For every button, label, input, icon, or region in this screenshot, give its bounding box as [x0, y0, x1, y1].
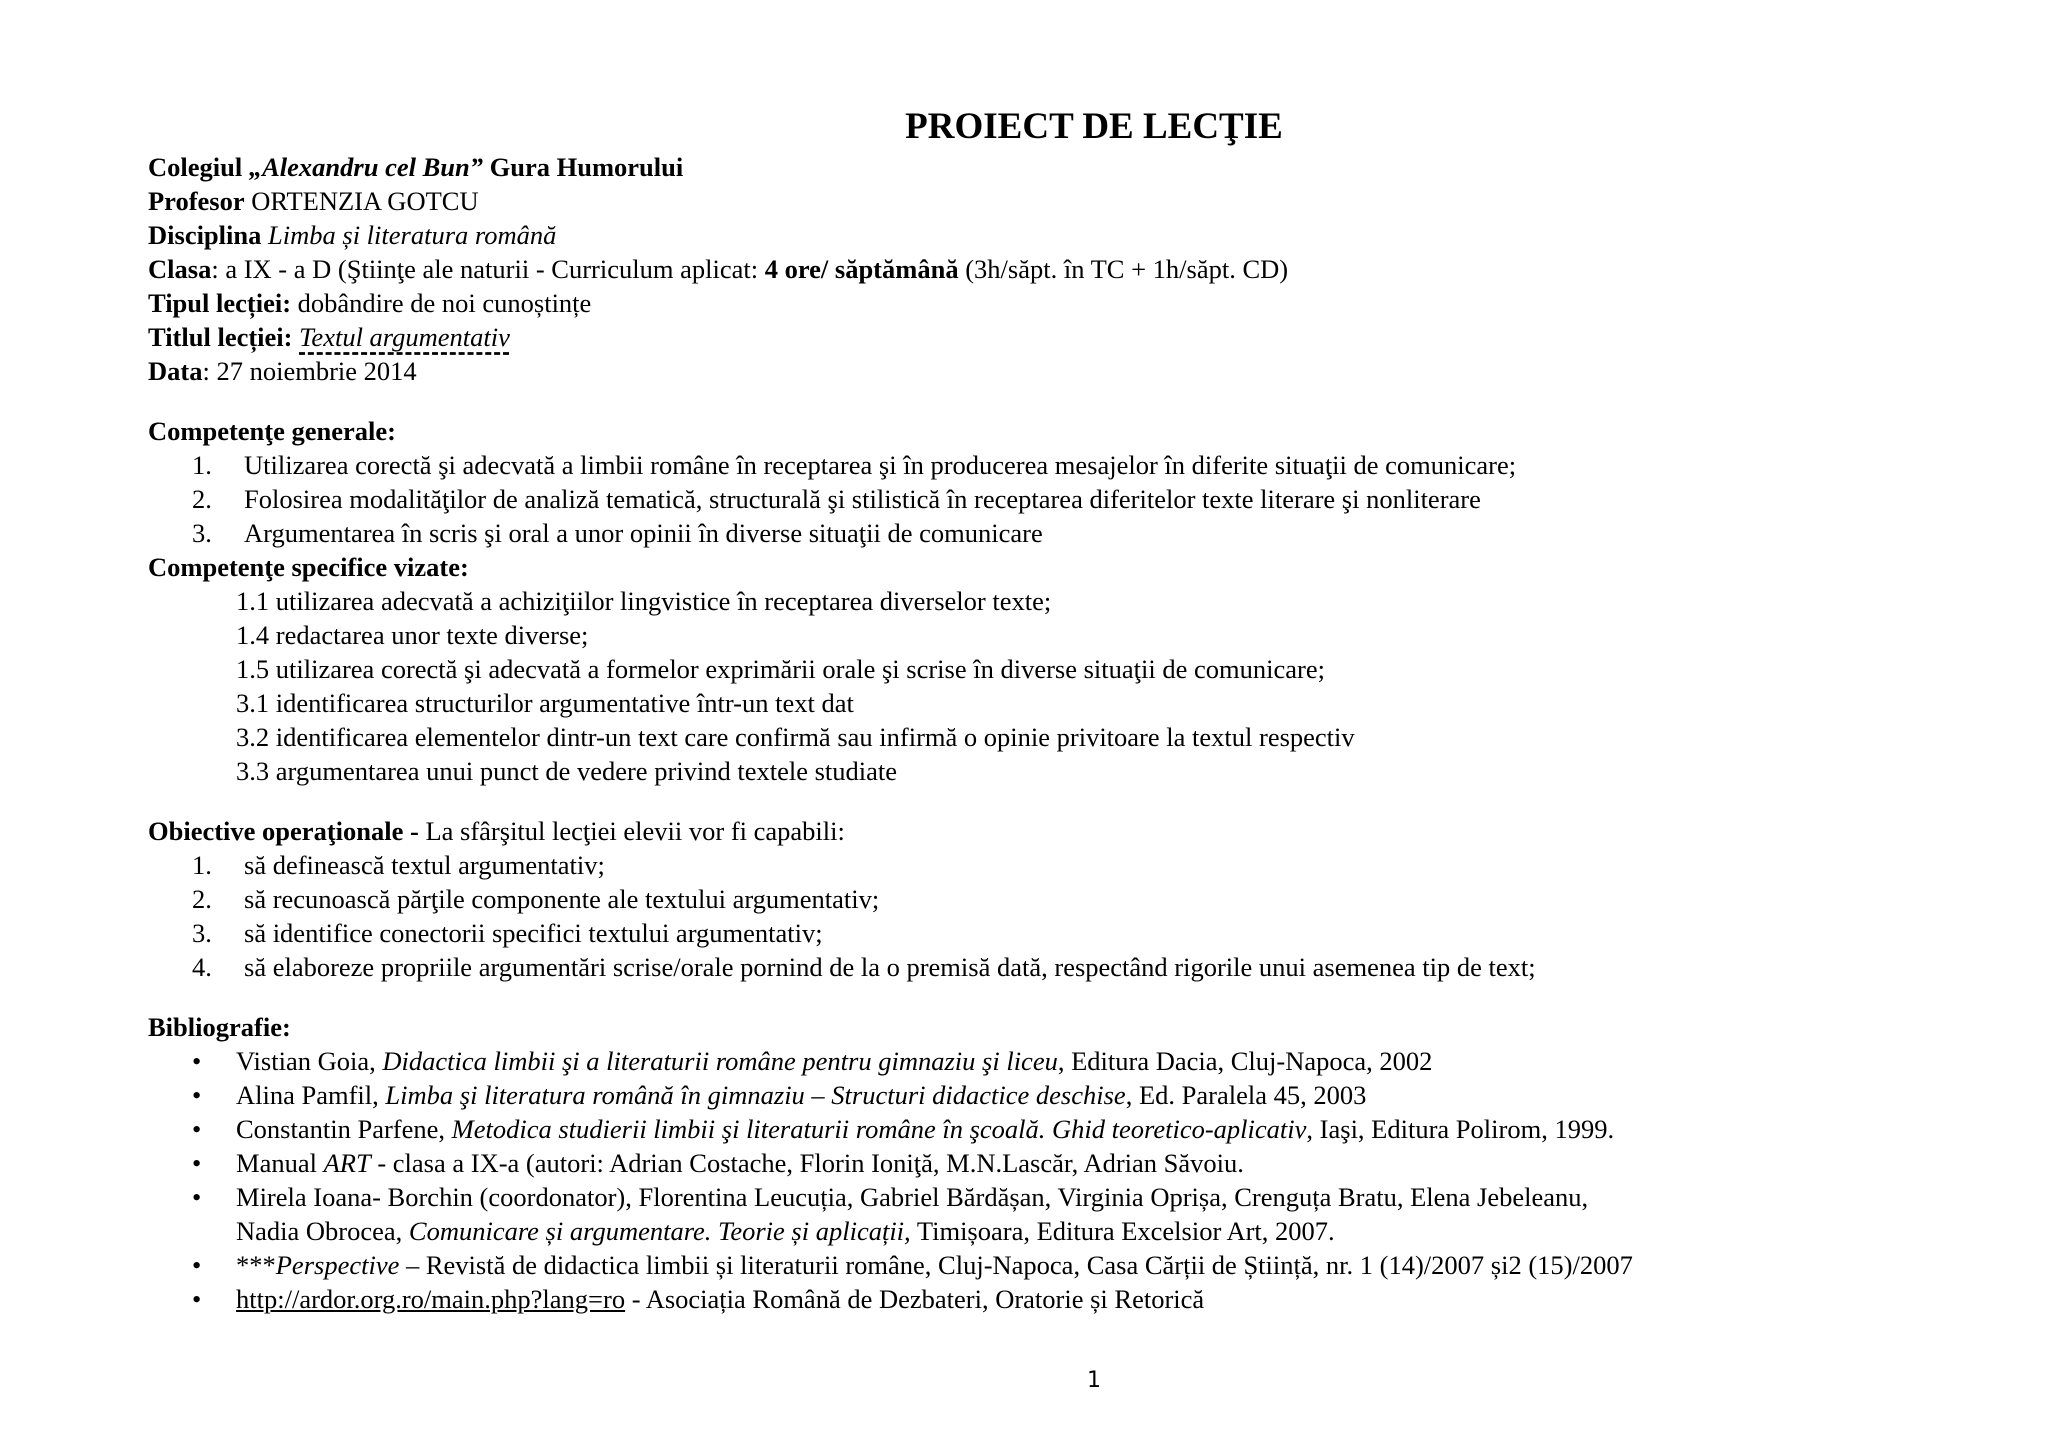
list-item: 1. Utilizarea corectă şi adecvată a limbii române în receptarea şi în producerea mesajelor în diferite situaţii de comunicare; [192, 450, 1517, 480]
lesson-type-label: Tipul lecției: [148, 288, 292, 318]
bullet-icon: • [192, 1114, 202, 1144]
list-item: 3.3 argumentarea unui punct de vedere privind textele studiate [236, 756, 898, 786]
list-item: 1.4 redactarea unor texte diverse; [236, 620, 589, 650]
discipline-label: Disciplina [148, 220, 262, 250]
class-label: Clasa [148, 254, 212, 284]
list-item: 1.1 utilizarea adecvată a achiziţiilor lingvistice în receptarea diverselor texte; [236, 586, 1052, 616]
lesson-title-label: Titlul lecției: [148, 322, 293, 352]
professor-label: Profesor [148, 186, 245, 216]
college-suffix: Gura Humorului [483, 152, 684, 182]
page-title: PROIECT DE LECŢIE [905, 106, 1283, 147]
date-line [148, 354, 1988, 388]
list-item: 4. să elaboreze propriile argumentări scrise/orale pornind de la o premisă dată, respectând rigorile unui asemenea tip de text; [192, 952, 1536, 982]
ardor-link[interactable]: http://ardor.org.ro/main.php?lang=ro [236, 1284, 626, 1314]
professor-line [148, 184, 1988, 218]
bullet-icon: • [192, 1250, 202, 1280]
lesson-title-line [148, 320, 1988, 354]
bibliography-heading: Bibliografie: [148, 1012, 291, 1042]
bullet-icon: • [192, 1284, 202, 1314]
list-item: 2. Folosirea modalităţilor de analiză tematică, structurală şi stilistică în receptarea diferitelor texte literare şi nonliterare [192, 484, 1481, 514]
college-line [148, 150, 1988, 184]
class-value-2: (3h/săpt. în TC + 1h/săpt. CD) [958, 254, 1289, 284]
list-item: 1. să definească textul argumentativ; [192, 850, 605, 880]
date-label: Data [148, 356, 203, 386]
bibliography-item: • Alina Pamfil, Limba şi literatura română în gimnaziu – Structuri didactice deschise, Ed. Paralela 45, 2003 [192, 1080, 1367, 1110]
bibliography-item: • Mirela Ioana- Borchin (coordonator), Florentina Leucuția, Gabriel Bărdășan, Virginia Oprișa, Crenguța Bratu, Elena Jebeleanu, Nadia Obrocea, Comunicare și argumentare. Teorie și aplicații, Timișoara, Editura Excelsior Art, 2007. [192, 1182, 1589, 1246]
bibliography-item: • http://ardor.org.ro/main.php?lang=ro - Asociația Română de Dezbateri, Oratorie și Retorică [192, 1284, 1205, 1314]
list-item: 3.2 identificarea elementelor dintr-un text care confirmă sau infirmă o opinie privitoare la textul respectiv [236, 722, 1355, 752]
specific-competences-heading: Competenţe specifice vizate: [148, 552, 469, 582]
bullet-icon: • [192, 1080, 202, 1110]
lesson-type-value: dobândire de noi cunoștințe [291, 288, 592, 318]
lesson-title-value: Textul argumentativ [299, 322, 510, 352]
discipline-line [148, 218, 1988, 252]
bullet-icon: • [192, 1046, 202, 1076]
class-line [148, 252, 1988, 286]
page-number: 1 [1087, 1368, 1101, 1393]
date-value: : 27 noiembrie 2014 [202, 356, 417, 386]
college-prefix: Colegiul [148, 152, 249, 182]
list-item: 2. să recunoască părţile componente ale textului argumentativ; [192, 884, 880, 914]
bullet-icon: • [192, 1182, 202, 1212]
bibliography-item: • Vistian Goia, Didactica limbii şi a literaturii române pentru gimnaziu şi liceu, Editura Dacia, Cluj-Napoca, 2002 [192, 1046, 1433, 1076]
lesson-type-line [148, 286, 1988, 320]
list-item: 3. Argumentarea în scris şi oral a unor opinii în diverse situaţii de comunicare [192, 518, 1043, 548]
document-content [148, 150, 1988, 1316]
class-value-1: : a IX - a D (Ştiinţe ale naturii - Curriculum aplicat: [211, 254, 765, 284]
bibliography-item: • ***Perspective – Revistă de didactica limbii și literaturii române, Cluj-Napoca, Casa Cărții de Știință, nr. 1 (14)/2007 și2 (15)/2007 [192, 1250, 1633, 1280]
list-item: 3.1 identificarea structurilor argumentative într-un text dat [236, 688, 854, 718]
professor-name: ORTENZIA GOTCU [244, 186, 479, 216]
list-item: 1.5 utilizarea corectă şi adecvată a formelor exprimării orale şi scrise în diverse situaţii de comunicare; [236, 654, 1325, 684]
class-hours: 4 ore/ săptămână [764, 254, 959, 284]
general-competences-heading: Competenţe generale: [148, 416, 396, 446]
discipline-value: Limba și literatura română [268, 220, 557, 250]
bibliography-item: • Manual ART - clasa a IX-a (autori: Adrian Costache, Florin Ioniţă, M.N.Lascăr, Adrian Săvoiu. [192, 1148, 1244, 1178]
objectives-heading: Obiective operaţionale - La sfârşitul lecţiei elevii vor fi capabili: [148, 816, 845, 846]
bullet-icon: • [192, 1148, 202, 1178]
list-item: 3. să identifice conectorii specifici textului argumentativ; [192, 918, 823, 948]
college-name: „Alexandru cel Bun” [248, 152, 483, 182]
bibliography-item: • Constantin Parfene, Metodica studierii limbii şi literaturii române în şcoală. Ghid teoretico-aplicativ, Iaşi, Editura Polirom, 1999. [192, 1114, 1615, 1144]
